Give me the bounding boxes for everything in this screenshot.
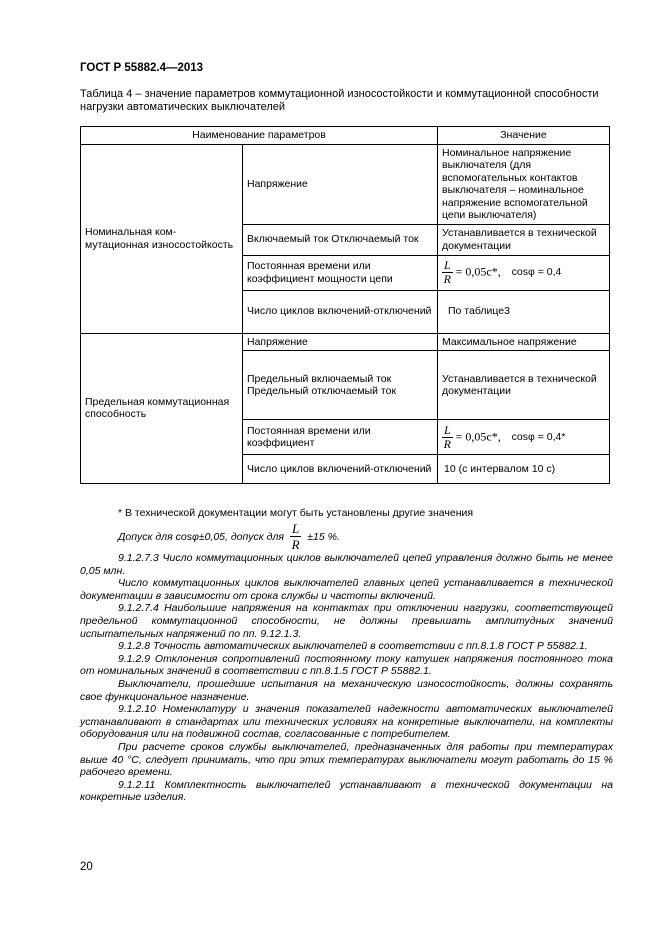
table-footnote: * В технической документации могут быть установлены другие значения (118, 507, 474, 519)
tolerance-value: ±15 %. (307, 530, 340, 543)
page-number: 20 (80, 861, 93, 873)
tolerance-text: Допуск для cosφ±0,05, допуск для (118, 530, 284, 543)
paragraph: 9.1.2.11 Комплектность выключателей устанавливают в технической документации на конкретные изделия. (80, 778, 613, 804)
table-row (81, 144, 610, 224)
fraction-denominator: R (443, 436, 452, 451)
tolerance-line (118, 521, 340, 552)
paragraph: 9.1.2.7.3 Число коммутационных циклов выключателей цепей управления должно быть не менее 0,05 млн. (80, 552, 613, 577)
param-cell: Число циклов включений-отключений (243, 455, 438, 484)
paragraph: 9.1.2.10 Номенклатуру и значения показателей надежности автоматических выключателей устанавливают в стандартах или технических условиях на конкретные выключатели, на комплекты оборудования или на подвижной состав, согласованные с потребителем. (80, 703, 613, 741)
fraction-numerator: L (292, 521, 300, 536)
parameters-table (80, 126, 610, 484)
tolerance-fraction (290, 521, 301, 552)
table-header-row (81, 127, 610, 145)
formula-value: = 0,05с*, (455, 264, 501, 279)
param-cell: Напряжение (243, 333, 438, 351)
param-cell: Предельный включаемый ток Предельный отключаемый ток (243, 351, 438, 420)
formula-value: = 0,05с*, (455, 428, 501, 443)
paragraph: Число коммутационных циклов выключателей главных цепей устанавливается в технической документации в зависимости от срока службы и частоты включений. (80, 577, 613, 602)
value-cell: Устанавливается в технической документации (438, 351, 610, 420)
fraction-numerator: L (444, 422, 451, 437)
table-caption: Таблица 4 – значение параметров коммутационной износостойкости и коммутационной способности нагрузки автоматических выключателей (80, 88, 599, 113)
paragraph: Выключатели, прошедшие испытания на механическую износостойкость, должны сохранять свое функциональное назначение. (80, 677, 613, 703)
fraction-denominator: R (291, 537, 300, 552)
power-factor-value: cosφ = 0,4* (511, 430, 566, 443)
param-cell: Постоянная времени или коэффициент мощности цепи (243, 255, 438, 290)
column-header-value: Значение (438, 127, 610, 145)
formula-fraction (442, 424, 453, 451)
document-header: ГОСТ Р 55882.4—2013 (80, 62, 204, 74)
value-cell: Номинальное напряжение выключателя (для вспомогательных контактов выключателя – номинальное напряжение вспомогательной цепи выключателя) (438, 144, 610, 224)
param-cell: Постоянная времени или коэффициент (243, 420, 438, 455)
paragraph: 9.1.2.9 Отклонения сопротивлений постоянному току катушек напряжения постоянного тока от номинальных значений в соответствии с пп.8.1.5 ГОСТ Р 55882.1. (80, 652, 613, 678)
value-cell: Устанавливается в технической документации (438, 224, 610, 255)
value-cell: Максимальное напряжение (438, 333, 610, 351)
column-header-parameters: Наименование параметров (81, 127, 438, 145)
formula-fraction (442, 259, 453, 286)
param-cell: Число циклов включений-отключений (243, 290, 438, 333)
group-name-breaking-capacity: Предельная коммутационная способность (81, 333, 243, 484)
fraction-denominator: R (443, 272, 452, 286)
param-cell: Включаемый ток Отключаемый ток (243, 224, 438, 255)
param-cell: Напряжение (243, 144, 438, 224)
paragraph: 9.1.2.8 Точность автоматических выключателей в соответствии с пп.8.1.8 ГОСТ Р 55882.1. (118, 640, 588, 653)
paragraph: 9.1.2.7.4 Наибольшие напряжения на контактах при отключении нагрузки, соответствующей предельной коммутационной способности, не должны превышать амплитудных значений испытательных напряжений по пп. 9.12.1.3. (80, 602, 613, 640)
body-text (80, 552, 613, 804)
paragraph: При расчете сроков службы выключателей, предназначенных для работы при температурах выше 40 °С, следует принимать, что при этих температурах выключатели могут работать до 15 % рабочего времени. (80, 740, 613, 779)
table-row (81, 333, 610, 351)
fraction-numerator: L (444, 258, 451, 272)
group-name-switching-endurance: Номинальная ком-мутационная износостойкость (81, 144, 243, 333)
value-cell: По таблице3 (438, 290, 610, 333)
formula-cell (438, 255, 610, 290)
power-factor-value: cosφ = 0,4 (511, 266, 562, 279)
formula-cell (438, 420, 610, 455)
value-cell: 10 (с интервалом 10 с) (438, 455, 610, 484)
